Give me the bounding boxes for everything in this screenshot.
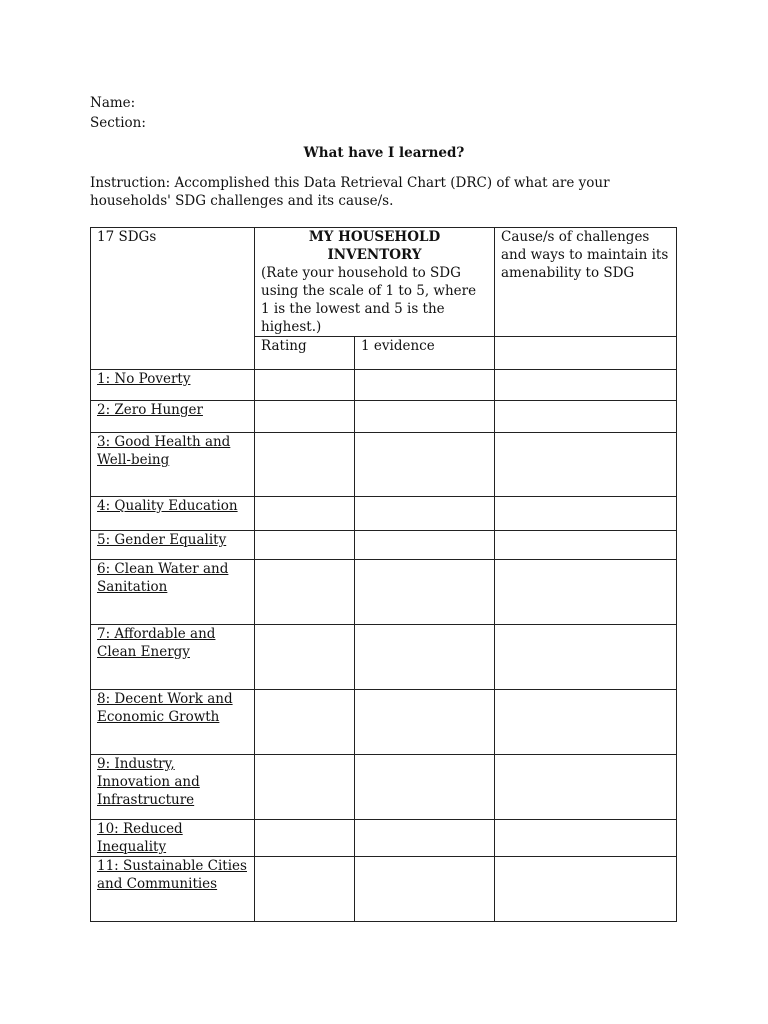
rating-cell[interactable] [255, 755, 355, 820]
cause-cell[interactable] [495, 820, 677, 857]
evidence-cell[interactable] [355, 820, 495, 857]
sdg-cell [91, 560, 255, 625]
sdg-cell [91, 820, 255, 857]
rating-cell[interactable] [255, 433, 355, 497]
cause-cell[interactable] [495, 497, 677, 531]
rating-cell[interactable] [255, 857, 355, 922]
sdg-cell [91, 531, 255, 560]
cause-cell[interactable] [495, 690, 677, 755]
rating-cell[interactable] [255, 625, 355, 690]
table-row [91, 560, 677, 625]
inventory-header-note: (Rate your household to SDG using the scale of 1 to 5, where 1 is the lowest and 5 is the highest.) [261, 265, 477, 335]
evidence-cell[interactable] [355, 497, 495, 531]
cause-cell[interactable] [495, 531, 677, 560]
sdg-cell [91, 370, 255, 401]
sdg-cell [91, 857, 255, 922]
cause-subheader-cell[interactable] [495, 337, 677, 370]
inventory-column-header [255, 228, 495, 337]
table-header-row [91, 228, 677, 337]
cause-cell[interactable] [495, 857, 677, 922]
sdg-label: 11: Sustainable Cities and Communities [97, 858, 247, 892]
sdg-label: 6: Clean Water and Sanitation [97, 561, 229, 595]
instruction-text: Instruction: Accomplished this Data Retrieval Chart (DRC) of what are your households' SDG challenges and its cause/s. [90, 175, 610, 209]
sdg-cell [91, 401, 255, 433]
table-row [91, 497, 677, 531]
rating-subheader: Rating [255, 337, 355, 370]
cause-cell[interactable] [495, 433, 677, 497]
sdg-label: 4: Quality Education [97, 498, 238, 514]
rating-cell[interactable] [255, 531, 355, 560]
sdg-label: 2: Zero Hunger [97, 402, 203, 418]
evidence-cell[interactable] [355, 560, 495, 625]
evidence-cell[interactable] [355, 370, 495, 401]
table-row [91, 820, 677, 857]
sdg-column-header: 17 SDGs [91, 228, 255, 370]
table-row [91, 755, 677, 820]
sdg-cell [91, 497, 255, 531]
inventory-header-title: MY HOUSEHOLD INVENTORY [308, 229, 441, 263]
name-label: Name: [90, 95, 136, 111]
sdg-label: 8: Decent Work and Economic Growth [97, 691, 233, 725]
table-row [91, 531, 677, 560]
cause-column-header: Cause/s of challenges and ways to maintain its amenability to SDG [495, 228, 677, 337]
evidence-cell[interactable] [355, 625, 495, 690]
cause-cell[interactable] [495, 401, 677, 433]
sdg-label: 5: Gender Equality [97, 532, 227, 548]
table-row [91, 370, 677, 401]
table-row [91, 690, 677, 755]
table-row [91, 433, 677, 497]
cause-cell[interactable] [495, 755, 677, 820]
sdg-label: 3: Good Health and Well-being [97, 434, 231, 468]
worksheet-title: What have I learned? [303, 145, 465, 161]
sdg-rows [91, 370, 677, 922]
rating-cell[interactable] [255, 560, 355, 625]
evidence-cell[interactable] [355, 755, 495, 820]
table-row [91, 857, 677, 922]
evidence-cell[interactable] [355, 857, 495, 922]
rating-cell[interactable] [255, 820, 355, 857]
rating-cell[interactable] [255, 690, 355, 755]
evidence-cell[interactable] [355, 531, 495, 560]
cause-cell[interactable] [495, 370, 677, 401]
sdg-cell [91, 433, 255, 497]
sdg-cell [91, 690, 255, 755]
table-row [91, 401, 677, 433]
evidence-cell[interactable] [355, 690, 495, 755]
evidence-subheader: 1 evidence [355, 337, 495, 370]
cause-cell[interactable] [495, 625, 677, 690]
sdg-label: 7: Affordable and Clean Energy [97, 626, 216, 660]
rating-cell[interactable] [255, 370, 355, 401]
section-label: Section: [90, 115, 146, 131]
evidence-cell[interactable] [355, 401, 495, 433]
evidence-cell[interactable] [355, 433, 495, 497]
sdg-label: 1: No Poverty [97, 371, 191, 387]
sdg-label: 9: Industry, Innovation and Infrastructure [97, 756, 200, 808]
sdg-label: 10: Reduced Inequality [97, 821, 183, 855]
rating-cell[interactable] [255, 497, 355, 531]
rating-cell[interactable] [255, 401, 355, 433]
table-row [91, 625, 677, 690]
sdg-cell [91, 625, 255, 690]
sdg-cell [91, 755, 255, 820]
cause-cell[interactable] [495, 560, 677, 625]
drc-table [90, 227, 677, 922]
